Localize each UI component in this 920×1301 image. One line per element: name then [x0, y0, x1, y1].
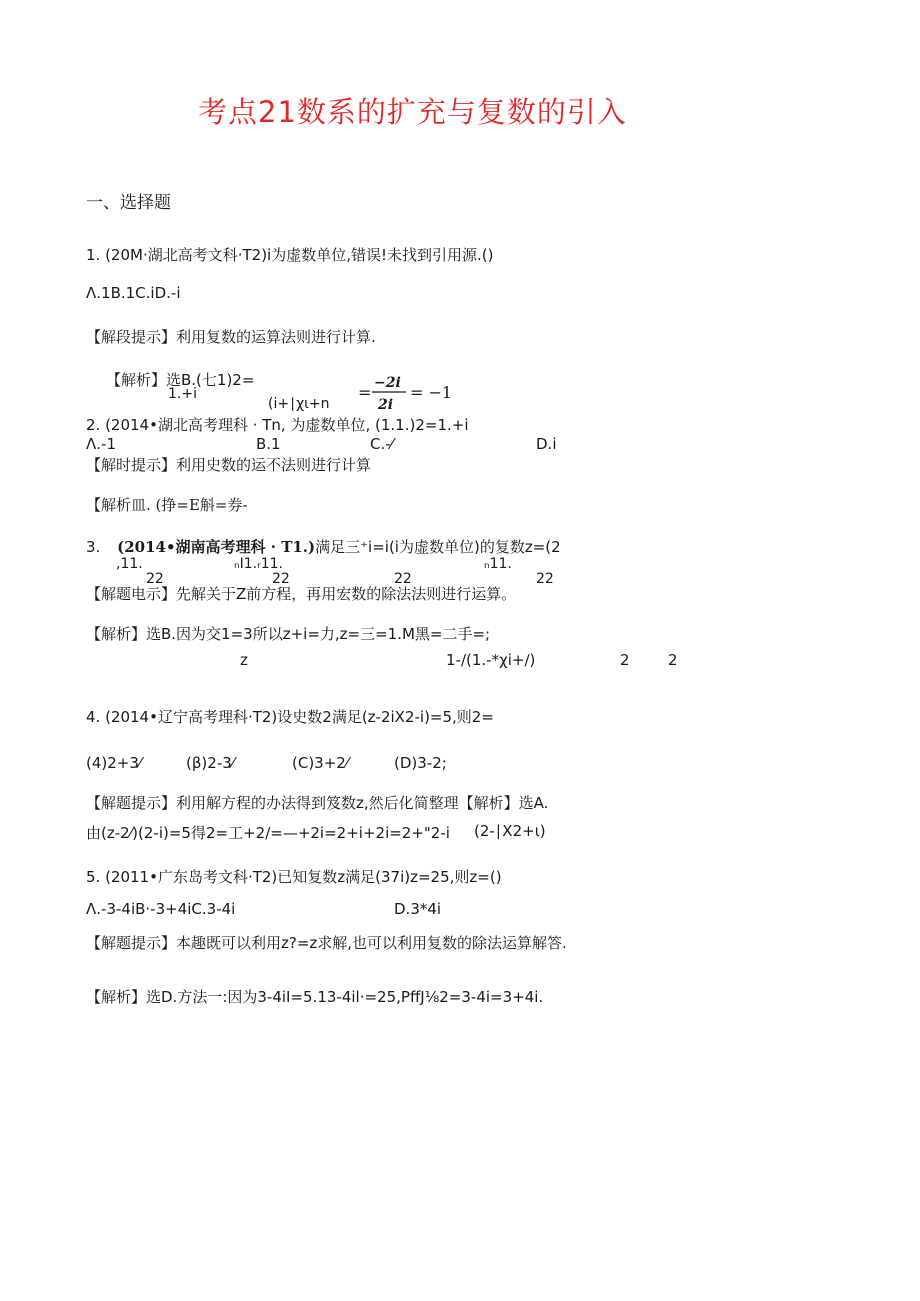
q1-fraction-denominator: 2i: [378, 397, 394, 413]
q5-stem: 5. (2011•广东岛考文科·T2)已知复数z满足(37i)z=25,则z=(): [86, 868, 502, 886]
q3-stem: [86, 536, 561, 557]
q3-subscript-3: 22: [394, 571, 412, 587]
q3-stem-source: (2014•湖南高考理科 · T1.): [117, 538, 316, 556]
q3-stem-number: 3.: [86, 538, 101, 556]
q3-sub-expression: 1-∕(1.-*χi+∕): [446, 651, 536, 669]
q1-options: Λ.1B.1C.iD.-i: [86, 284, 181, 302]
q3-stem-text: 满足三⁺i=i(i为虚数单位)的复数z=(2: [315, 538, 561, 556]
svg-text:=: =: [358, 383, 372, 402]
q3-sub-z: z: [240, 651, 248, 669]
q4-option-c: (C)3+2⁄: [292, 754, 349, 772]
q1-fraction-formula: [356, 372, 456, 414]
q3-option-row-1: ,11.: [116, 556, 143, 572]
q4-option-a: (4)2+3⁄: [86, 754, 142, 772]
q3-subscript-4: 22: [536, 571, 554, 587]
q2-option-a: Λ.-1: [86, 435, 116, 453]
q4-analysis-tail: (2-∣X2+ι): [474, 822, 546, 840]
q5-hint: 【解题提示】本趣既可以利用z?=z求解,也可以利用复数的除法运算解答.: [86, 934, 567, 952]
q4-option-d: (D)3-2;: [394, 754, 447, 772]
q1-analysis-sub: 1.+i: [168, 386, 197, 402]
page-title: 考点21数系的扩充与复数的引入: [198, 95, 627, 129]
q2-hint: 【解时提示】利用史数的运不法则进行计算: [86, 456, 372, 474]
q2-option-b: B.1: [256, 435, 281, 453]
q3-subscript-2: 22: [272, 571, 290, 587]
q3-hint: 【解题电示】先解关于Z前方程，再用宏数的除法法则进行运算。: [86, 585, 517, 603]
q2-stem: 2. (2014•湖北高考理科 · Tn, 为虚数单位, (1.1.)2=1.+i: [86, 416, 469, 434]
q4-hint: 【解题提示】利用解方程的办法得到笈数z,然后化简整理【解析】选A.: [86, 794, 549, 812]
q5-options: Λ.-3-4iB·-3+4iC.3-4i: [86, 900, 236, 918]
q1-analysis: 【解析】选B.(七1)2=: [106, 371, 255, 389]
q1-analysis-mid: (i+∣χι+n: [268, 396, 330, 412]
q3-analysis: 【解析】选B.因为交1=3所以z+i=力,z=三=1.M黑=二手=;: [86, 625, 491, 643]
q2-option-d: D.i: [536, 435, 557, 453]
q4-option-b: (β)2-3⁄: [186, 754, 235, 772]
q3-subscript-1: 22: [146, 571, 164, 587]
q1-fraction-rhs: = −1: [410, 383, 453, 402]
q1-hint: 【解段提示】利用复数的运算法则进行计算.: [86, 328, 376, 346]
q1-fraction-numerator: −2i: [374, 375, 401, 391]
q3-option-row-3: ₙ11.: [484, 556, 512, 572]
q3-option-row-2: ₙI1.ᵣ11.: [234, 556, 283, 572]
q2-analysis: 【解析皿. (挣=E斛=券-: [86, 496, 248, 514]
q5-analysis: 【解析】选D.方法一:因为3-4iI=5.13-4il·=25,PffJ⅛2=3-4i=3+4i.: [86, 988, 544, 1006]
q3-sub-b: 2: [668, 651, 678, 669]
q2-option-c: C.-⁄: [370, 435, 394, 453]
q4-analysis: 由(z-2⁄)(2-i)=5得2=工+2/=—+2i=2+i+2i=2+"2-i: [86, 824, 450, 842]
q3-sub-a: 2: [620, 651, 630, 669]
q4-stem: 4. (2014•辽宁高考理科·T2)设史数2满足(z-2iX2-i)=5,则2=: [86, 708, 494, 726]
section-heading: 一、选择题: [86, 193, 171, 213]
q1-stem: 1. (20M·湖北高考文科·T2)i为虚数单位,错误!未找到引用源.(): [86, 246, 494, 264]
q5-option-d: D.3*4i: [394, 900, 442, 918]
